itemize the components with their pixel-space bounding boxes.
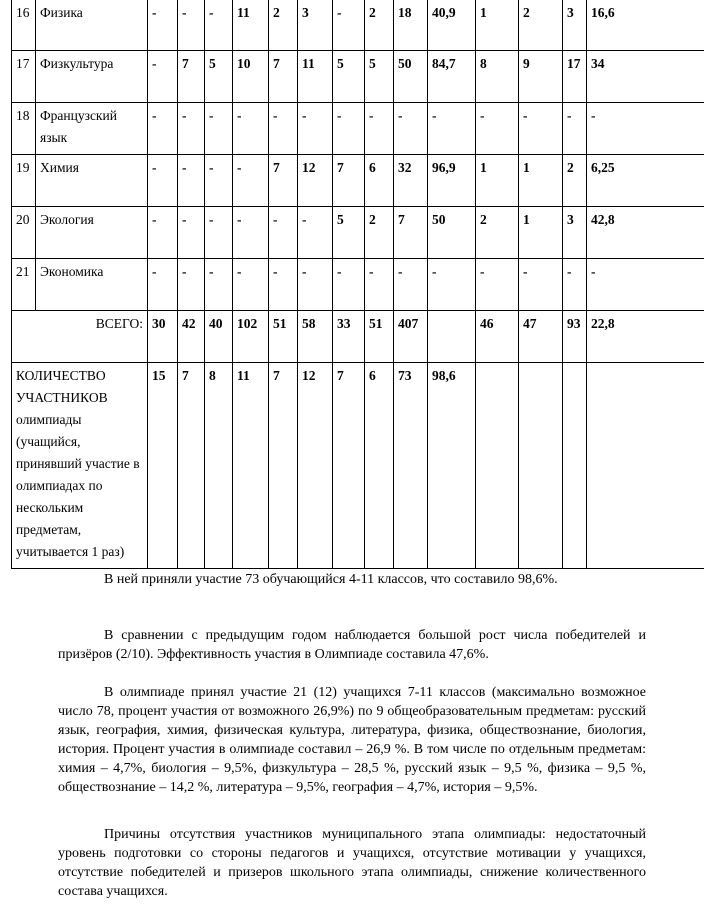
value-cell: - xyxy=(233,207,269,259)
value-cell: 9 xyxy=(519,51,563,103)
row-number-cell: 19 xyxy=(12,155,36,207)
value-cell: - xyxy=(269,259,298,311)
value-cell: 5 xyxy=(333,51,365,103)
value-cell: - xyxy=(428,259,476,311)
olympiad-results-table xyxy=(11,0,704,569)
value-cell: 1 xyxy=(476,0,519,51)
value-cell: - xyxy=(148,0,178,51)
value-cell: - xyxy=(269,207,298,259)
value-cell: - xyxy=(233,259,269,311)
total-value-cell: 102 xyxy=(233,311,269,363)
value-cell: - xyxy=(205,0,233,51)
value-cell: - xyxy=(298,259,333,311)
value-cell: - xyxy=(148,51,178,103)
participants-count-cell: 7 xyxy=(178,363,205,569)
value-cell: - xyxy=(148,207,178,259)
value-cell: 42,8 xyxy=(587,207,704,259)
table-row xyxy=(12,103,704,155)
value-cell: 7 xyxy=(333,155,365,207)
value-cell: 17 xyxy=(563,51,587,103)
value-cell: - xyxy=(205,103,233,155)
participants-count-cell: 15 xyxy=(148,363,178,569)
participants-count-cell xyxy=(587,363,704,569)
value-cell: 5 xyxy=(333,207,365,259)
value-cell: - xyxy=(178,155,205,207)
table-row xyxy=(12,207,704,259)
participants-count-cell xyxy=(476,363,519,569)
value-cell: 3 xyxy=(298,0,333,51)
participation-summary: В ней приняли участие 73 обучающийся 4-11 классов, что составило 98,6%. xyxy=(104,572,558,587)
value-cell: - xyxy=(428,103,476,155)
value-cell: 2 xyxy=(269,0,298,51)
total-value-cell: 58 xyxy=(298,311,333,363)
value-cell: - xyxy=(298,207,333,259)
table-row xyxy=(12,259,704,311)
value-cell: - xyxy=(394,103,428,155)
value-cell: - xyxy=(333,103,365,155)
value-cell: - xyxy=(148,155,178,207)
value-cell: 18 xyxy=(394,0,428,51)
value-cell: 7 xyxy=(394,207,428,259)
reasons-paragraph: Причины отсутствия участников муниципального этапа олимпиады: недостаточный уровень подготовки со стороны педагогов и учащихся, отсутствие мотивации у учащихся, отсутствие победителей и призеров школьного этапа олимпиады, снижение количественного состава учащихся. xyxy=(58,827,646,899)
value-cell: 7 xyxy=(178,51,205,103)
table-row xyxy=(12,155,704,207)
total-value-cell: 51 xyxy=(269,311,298,363)
total-row xyxy=(12,311,704,363)
value-cell: 6,25 xyxy=(587,155,704,207)
total-label-cell: ВСЕГО: xyxy=(12,311,148,363)
total-value-cell: 51 xyxy=(365,311,394,363)
participants-count-cell: 12 xyxy=(298,363,333,569)
value-cell: - xyxy=(519,103,563,155)
value-cell: - xyxy=(233,103,269,155)
value-cell: 7 xyxy=(269,155,298,207)
participants-count-cell: 73 xyxy=(394,363,428,569)
total-value-cell: 40 xyxy=(205,311,233,363)
value-cell: 2 xyxy=(365,207,394,259)
value-cell: 3 xyxy=(563,207,587,259)
subject-cell: Физкультура xyxy=(36,51,148,103)
value-cell: - xyxy=(178,259,205,311)
value-cell: - xyxy=(205,207,233,259)
value-cell: - xyxy=(476,103,519,155)
value-cell: 40,9 xyxy=(428,0,476,51)
value-cell: - xyxy=(148,103,178,155)
participants-count-cell: 98,6 xyxy=(428,363,476,569)
value-cell: 5 xyxy=(205,51,233,103)
winners-paragraph: В сравнении с предыдущим годом наблюдается большой рост числа победителей и призёров (2/10). Эффективность участия в Олимпиаде составила 47,6%. xyxy=(58,628,646,662)
value-cell: - xyxy=(563,103,587,155)
total-value-cell xyxy=(428,311,476,363)
subject-cell: Физика xyxy=(36,0,148,51)
value-cell: 84,7 xyxy=(428,51,476,103)
subject-cell: Химия xyxy=(36,155,148,207)
value-cell: 11 xyxy=(298,51,333,103)
total-value-cell: 42 xyxy=(178,311,205,363)
participants-count-cell: 6 xyxy=(365,363,394,569)
value-cell: 96,9 xyxy=(428,155,476,207)
value-cell: 34 xyxy=(587,51,704,103)
value-cell: - xyxy=(298,103,333,155)
value-cell: - xyxy=(365,259,394,311)
subject-cell: Экономика xyxy=(36,259,148,311)
value-cell: 2 xyxy=(365,0,394,51)
row-number-cell: 20 xyxy=(12,207,36,259)
table-body xyxy=(12,0,704,569)
value-cell: - xyxy=(476,259,519,311)
value-cell: 32 xyxy=(394,155,428,207)
total-value-cell: 407 xyxy=(394,311,428,363)
value-cell: - xyxy=(205,155,233,207)
value-cell: - xyxy=(178,0,205,51)
value-cell: - xyxy=(178,103,205,155)
value-cell: 7 xyxy=(269,51,298,103)
value-cell: 8 xyxy=(476,51,519,103)
participants-count-cell: 11 xyxy=(233,363,269,569)
participants-count-cell: 8 xyxy=(205,363,233,569)
value-cell: 2 xyxy=(519,0,563,51)
value-cell: - xyxy=(587,259,704,311)
total-value-cell: 46 xyxy=(476,311,519,363)
value-cell: 2 xyxy=(476,207,519,259)
total-value-cell: 33 xyxy=(333,311,365,363)
participants-count-cell: 7 xyxy=(333,363,365,569)
value-cell: 11 xyxy=(233,0,269,51)
total-value-cell: 47 xyxy=(519,311,563,363)
table-row xyxy=(12,51,704,103)
value-cell: 2 xyxy=(563,155,587,207)
value-cell: - xyxy=(148,259,178,311)
subject-cell: Французский язык xyxy=(36,103,148,155)
value-cell: - xyxy=(587,103,704,155)
value-cell: 5 xyxy=(365,51,394,103)
value-cell: - xyxy=(178,207,205,259)
total-value-cell: 93 xyxy=(563,311,587,363)
subject-cell: Экология xyxy=(36,207,148,259)
value-cell: 50 xyxy=(428,207,476,259)
row-number-cell: 16 xyxy=(12,0,36,51)
value-cell: 6 xyxy=(365,155,394,207)
value-cell: 16,6 xyxy=(587,0,704,51)
value-cell: 1 xyxy=(476,155,519,207)
value-cell: 12 xyxy=(298,155,333,207)
value-cell: 3 xyxy=(563,0,587,51)
value-cell: 10 xyxy=(233,51,269,103)
participants-count-row xyxy=(12,363,704,569)
participation-stats-paragraph: В олимпиаде принял участие 21 (12) учащихся 7-11 классов (максимально возможное число 78, процент участия от возможного 26,9%) по 9 общеобразовательным предметам: русский язык, география, химия, физическая культура, литература, физика, обществознание, биология, история. Процент участия в олимпиаде составил – 26,9 %. В том числе по отдельным предметам: химия – 4,7%, биология – 9,5%, физкультура – 28,5 %, русский язык – 9,5 %, физика – 9,5 %, обществознание – 14,2 %, литература – 9,5%, география – 4,7%, история – 9,5%. xyxy=(58,685,646,795)
value-cell: - xyxy=(563,259,587,311)
value-cell: - xyxy=(394,259,428,311)
value-cell: - xyxy=(333,259,365,311)
value-cell: - xyxy=(333,0,365,51)
value-cell: - xyxy=(269,103,298,155)
value-cell: - xyxy=(365,103,394,155)
total-value-cell: 22,8 xyxy=(587,311,704,363)
participants-count-cell: 7 xyxy=(269,363,298,569)
row-number-cell: 17 xyxy=(12,51,36,103)
value-cell: 1 xyxy=(519,155,563,207)
value-cell: - xyxy=(233,155,269,207)
value-cell: - xyxy=(205,259,233,311)
row-number-cell: 21 xyxy=(12,259,36,311)
participants-count-cell xyxy=(519,363,563,569)
value-cell: 1 xyxy=(519,207,563,259)
row-number-cell: 18 xyxy=(12,103,36,155)
participants-count-label: КОЛИЧЕСТВО УЧАСТНИКОВ олимпиады (учащийся, принявший участие в олимпиадах по нескольким предметам, учитывается 1 раз) xyxy=(12,363,148,569)
total-value-cell: 30 xyxy=(148,311,178,363)
value-cell: - xyxy=(519,259,563,311)
participants-count-cell xyxy=(563,363,587,569)
table-row xyxy=(12,0,704,51)
value-cell: 50 xyxy=(394,51,428,103)
